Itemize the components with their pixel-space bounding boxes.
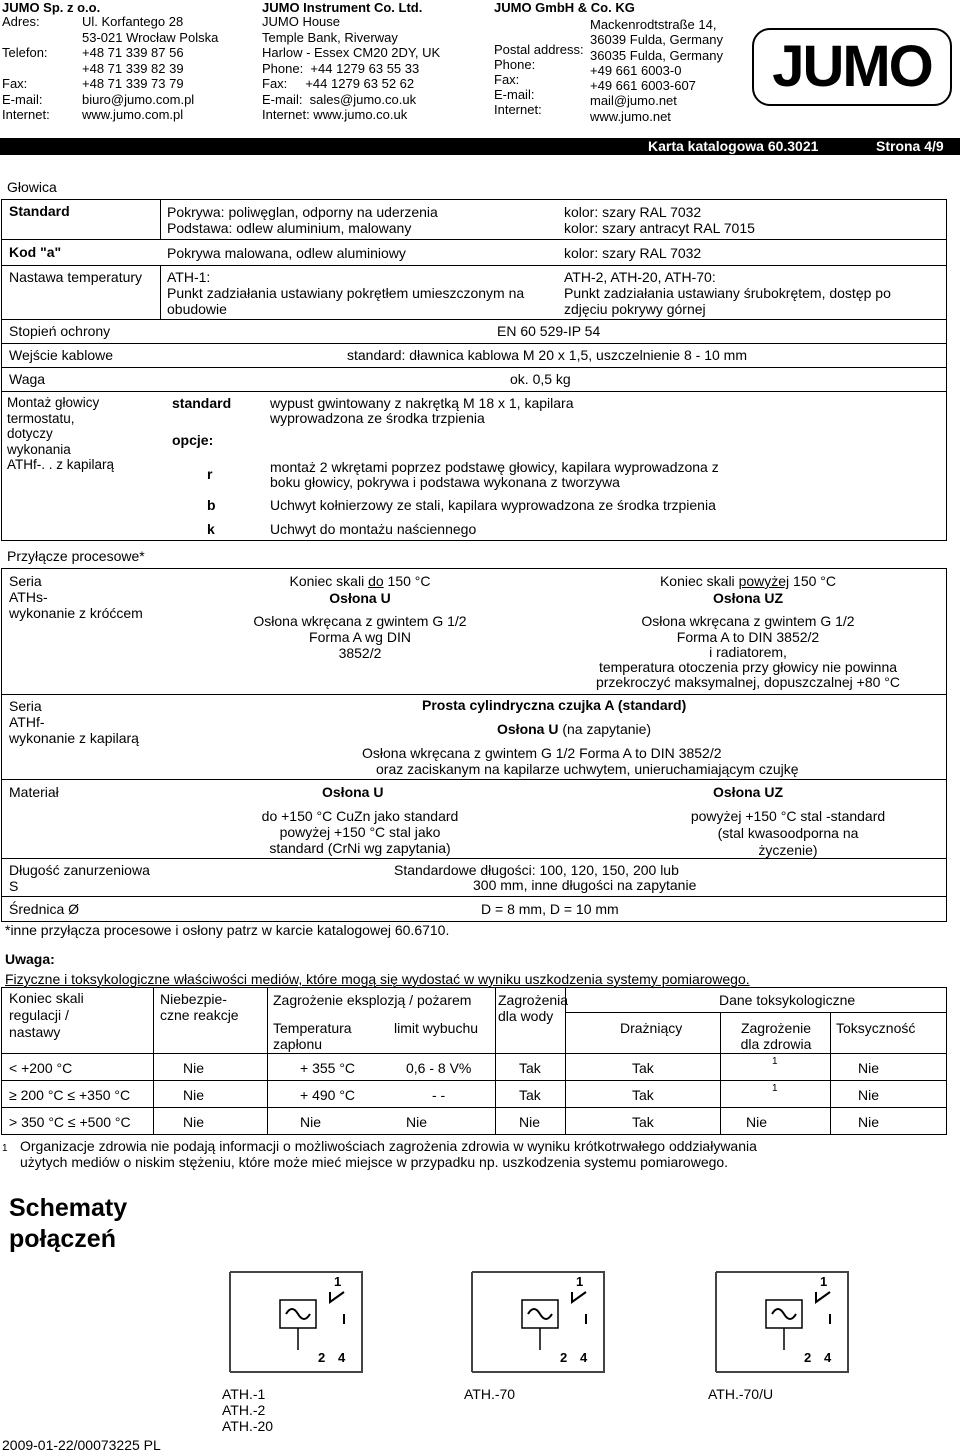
- f-line: oraz zaciskanym na kapilarze uchwytem, unieruchamiającym czujkę: [376, 761, 799, 777]
- cell: Nie: [519, 1114, 541, 1130]
- de-value: 36035 Fulda, Germany: [590, 47, 723, 63]
- schematy-title: połączeń: [9, 1225, 116, 1253]
- wiring-diagram-1: [222, 1262, 372, 1382]
- diagram-caption-1: ATH.-2: [222, 1402, 266, 1418]
- uk-line: E-mail: sales@jumo.co.uk: [262, 91, 417, 107]
- schematy-title: Schematy: [9, 1194, 128, 1222]
- bulb-glyph: [286, 1309, 310, 1319]
- cell: 0,6 - 8 V%: [406, 1060, 472, 1076]
- section-title-glowica: Głowica: [7, 179, 57, 195]
- th-reactions: czne reakcje: [160, 1007, 239, 1023]
- de-label: Postal address:: [494, 42, 584, 57]
- cell: Tak: [519, 1087, 541, 1103]
- terminal-number: 2: [804, 1350, 812, 1365]
- bulb-glyph: [772, 1309, 796, 1319]
- cell: Nie: [858, 1114, 880, 1130]
- terminal-number: 1: [576, 1274, 584, 1289]
- de-label: Phone:: [494, 57, 536, 72]
- jumo-logo-text: JUMO: [772, 34, 932, 99]
- col2-title-pre: Koniec skali: [659, 573, 739, 589]
- uk-line: Temple Bank, Riverway: [262, 29, 398, 45]
- dlugosc-label: S: [9, 878, 19, 894]
- cell: Nie: [183, 1087, 205, 1103]
- col1-title-pre: Koniec skali: [289, 573, 369, 589]
- th-explosion-limit: limit wybuchu: [394, 1020, 479, 1036]
- wiring-diagram-1-svg: [222, 1262, 372, 1382]
- material-u: Osłona U: [322, 784, 384, 800]
- stopien-value: EN 60 529-IP 54: [497, 323, 601, 339]
- th-toxicity: Toksyczność: [836, 1020, 916, 1036]
- option-r: r: [207, 466, 213, 482]
- cell-range: ≥ 200 °C ≤ +350 °C: [9, 1087, 131, 1103]
- montaz-standard-text: wyprowadzona ze środka trzpienia: [270, 410, 485, 426]
- pl-value: biuro@jumo.com.pl: [82, 91, 195, 107]
- montaz-label: [7, 395, 114, 473]
- cell-range: < +200 °C: [9, 1060, 73, 1076]
- section-title-przylacze: Przyłącze procesowe*: [7, 548, 145, 564]
- terminal-number: 4: [580, 1350, 588, 1365]
- dlugosc-value: Standardowe długości: 100, 120, 150, 200 lub: [394, 862, 679, 878]
- company-pl-labels: [2, 14, 50, 123]
- cell-footnote-ref: 1: [772, 1083, 778, 1094]
- cell: + 490 °C: [300, 1087, 356, 1103]
- cell-range: > 350 °C ≤ +500 °C: [9, 1114, 131, 1130]
- bulb-glyph: [528, 1309, 552, 1319]
- pl-value: www.jumo.com.pl: [82, 107, 184, 122]
- material-label: Materiał: [9, 784, 59, 800]
- montaz-opcje: opcje:: [172, 432, 214, 448]
- cell: + 355 °C: [300, 1060, 356, 1076]
- th-reactions: Niebezpie-: [160, 991, 227, 1007]
- col2-title-post: 150 °C: [789, 573, 837, 589]
- option-k: k: [207, 521, 215, 537]
- terminal-number: 1: [334, 1274, 342, 1289]
- cell: Nie: [746, 1114, 768, 1130]
- seria-f-label: Seria: [9, 698, 42, 714]
- de-value: +49 661 6003-0: [590, 62, 682, 78]
- cell: Tak: [632, 1087, 654, 1103]
- wejscie-label: Wejście kablowe: [9, 347, 114, 363]
- catalog-bar: [0, 138, 960, 155]
- wiring-diagram-3-svg: [708, 1262, 858, 1382]
- kod-label: Kod "a": [9, 244, 62, 260]
- wiring-diagram-2: [464, 1262, 614, 1382]
- th-health: dla zdrowia: [740, 1036, 812, 1052]
- standard-color: kolor: szary antracyt RAL 7015: [564, 220, 755, 236]
- pl-value: +48 71 339 73 79: [82, 76, 184, 91]
- terminal-number: 2: [560, 1350, 568, 1365]
- th-explosion: Zagrożenie eksplozją / pożarem: [273, 992, 472, 1008]
- cell: Nie: [858, 1087, 880, 1103]
- col2-title-underlined: powyżej: [738, 573, 790, 589]
- col2-line: i radiatorem,: [709, 644, 787, 660]
- montaz-label-line: dotyczy: [7, 426, 53, 441]
- diagram-caption-2: ATH.-70: [464, 1386, 516, 1402]
- cell: Nie: [858, 1060, 880, 1076]
- col1-line: Osłona wkręcana z gwintem G 1/2: [253, 613, 467, 629]
- th-toxicology: Dane toksykologiczne: [719, 992, 856, 1008]
- th-ignition: Temperatura: [273, 1020, 352, 1036]
- pl-label: Adres:: [2, 14, 40, 29]
- standard-line: Pokrywa: poliwęglan, odporny na uderzenia: [167, 204, 438, 220]
- cell: Tak: [632, 1060, 654, 1076]
- f-sub: [497, 721, 651, 737]
- uk-line: Internet: www.jumo.co.uk: [262, 107, 408, 122]
- uk-line: JUMO House: [262, 14, 341, 29]
- pl-value: +48 71 339 82 39: [82, 60, 184, 76]
- seria-f-label: wykonanie z kapilarą: [9, 730, 139, 746]
- seria-s-label: Seria: [9, 573, 42, 589]
- standard-line: Podstawa: odlew aluminium, malowany: [167, 220, 412, 236]
- pl-value: +48 71 339 87 56: [82, 45, 184, 60]
- de-value: mail@jumo.net: [590, 93, 677, 109]
- th-water: dla wody: [498, 1008, 554, 1024]
- dlugosc-value: 300 mm, inne długości na zapytanie: [473, 877, 697, 893]
- de-value: +49 661 6003-607: [590, 78, 696, 94]
- montaz-label-line: ATHf-. . z kapilarą: [7, 457, 115, 472]
- terminal-number: 4: [338, 1350, 346, 1365]
- col2-line: Osłona wkręcana z gwintem G 1/2: [641, 613, 855, 629]
- th-health: Zagrożenie: [740, 1020, 812, 1036]
- wiring-diagram-2-svg: [464, 1262, 614, 1382]
- seria-s-label: wykonanie z króćcem: [9, 605, 143, 621]
- uwaga-text: Fizyczne i toksykologiczne właściwości mediów, które mogą się wydostać w wyniku uszkodzenia systemy pomiarowego.: [5, 971, 750, 987]
- montaz-standard: standard: [172, 395, 232, 411]
- pl-label: Telefon:: [2, 45, 48, 60]
- standard-label: Standard: [9, 203, 70, 219]
- col1-line: 3852/2: [338, 645, 382, 661]
- th-range: nastawy: [9, 1024, 61, 1040]
- material-u-line: powyżej +150 °C stal jako: [279, 824, 441, 840]
- company-de-values: [590, 17, 723, 124]
- option-b-text: Uchwyt kołnierzowy ze stali, kapilara wyprowadzona ze środka trzpienia: [270, 497, 716, 513]
- catalog-number: Karta katalogowa 60.3021: [648, 138, 819, 154]
- de-value: www.jumo.net: [590, 108, 671, 124]
- wejscie-value: standard: dławnica kablowa M 20 x 1,5, uszczelnienie 8 - 10 mm: [347, 347, 747, 363]
- cell: Nie: [183, 1114, 205, 1130]
- f-line: Osłona wkręcana z gwintem G 1/2 Forma A to DIN 3852/2: [362, 745, 722, 761]
- col2-sub: Osłona UZ: [712, 590, 783, 606]
- de-value: Mackenrodtstraße 14,: [590, 17, 717, 32]
- footnote-number: 1: [2, 1143, 8, 1154]
- col1-title: [230, 573, 490, 589]
- montaz-label-line: Montaż głowicy: [7, 395, 100, 410]
- th-ignition: zapłonu: [273, 1036, 323, 1052]
- cell: Nie: [406, 1114, 428, 1130]
- material-uz: Osłona UZ: [713, 784, 784, 800]
- kod-text: Pokrywa malowana, odlew aluminiowy: [167, 245, 406, 261]
- company-de: JUMO GmbH & Co. KG: [494, 0, 635, 15]
- pl-label: Fax:: [2, 76, 28, 91]
- f-title: Prosta cylindryczna czujka A (standard): [422, 697, 687, 713]
- cell: Tak: [632, 1114, 654, 1130]
- switch-contact: [330, 1292, 344, 1324]
- diagram-caption-1: ATH.-20: [222, 1418, 274, 1434]
- cell: Nie: [183, 1060, 205, 1076]
- cell: - -: [432, 1087, 446, 1103]
- nastawa-b-line: ATH-2, ATH-20, ATH-70:: [564, 269, 716, 285]
- kod-color: kolor: szary RAL 7032: [564, 245, 702, 261]
- wiring-diagram-3: [708, 1262, 858, 1382]
- nastawa-a-line: ATH-1:: [167, 269, 211, 285]
- col1-line: Forma A wg DIN: [309, 629, 411, 645]
- de-label: Internet:: [494, 102, 542, 117]
- pl-label: Internet:: [2, 107, 50, 122]
- th-water: Zagrożenia: [498, 992, 569, 1008]
- uk-line: Fax: +44 1279 63 52 62: [262, 76, 415, 91]
- nastawa-b-line: Punkt zadziałania ustawiany śrubokrętem, dostęp po: [564, 285, 891, 301]
- cell: Tak: [519, 1060, 541, 1076]
- standard-color: kolor: szary RAL 7032: [564, 204, 702, 220]
- option-r-text: montaż 2 wkrętami poprzez podstawę głowicy, kapilara wyprowadzona z: [270, 459, 719, 475]
- pl-value: 53-021 Wrocław Polska: [82, 29, 219, 45]
- srednica-label: Średnica Ø: [9, 901, 80, 917]
- seria-s-label: ATHs-: [9, 589, 48, 605]
- f-sub-bold: Osłona U: [497, 721, 559, 737]
- th-range: Koniec skali: [9, 990, 84, 1006]
- material-uz-line: powyżej +150 °C stal -standard: [690, 808, 886, 824]
- terminal-number: 4: [824, 1350, 832, 1365]
- page-number: Strona 4/9: [876, 138, 944, 154]
- material-u-line: do +150 °C CuZn jako standard: [261, 808, 459, 824]
- terminal-number: 1: [820, 1274, 828, 1289]
- diagram-caption-3: ATH.-70/U: [708, 1386, 774, 1402]
- material-uz-line: życzenie): [758, 842, 818, 858]
- footnote-line: użytych mediów o niskim stężeniu, które może mieć miejsce w przypadku np. uszkodzenia systemu pomiarowego.: [20, 1154, 729, 1170]
- col1-title-underlined: do: [368, 573, 384, 589]
- cell-footnote-ref: 1: [772, 1056, 778, 1067]
- nastawa-label: Nastawa temperatury: [9, 269, 143, 285]
- montaz-standard-text: wypust gwintowany z nakrętką M 18 x 1, kapilara: [270, 395, 574, 411]
- switch-contact: [572, 1292, 586, 1324]
- company-uk: JUMO Instrument Co. Ltd.: [262, 0, 423, 15]
- pl-value: Ul. Korfantego 28: [82, 14, 184, 29]
- srednica-value: D = 8 mm, D = 10 mm: [481, 901, 619, 917]
- nastawa-b-line: zdjęciu pokrywy górnej: [564, 301, 706, 317]
- terminal-number: 2: [318, 1350, 326, 1365]
- col2-line: przekroczyć maksymalnej, dopuszczalnej +80 °C: [595, 674, 900, 690]
- de-label: E-mail:: [494, 87, 535, 102]
- footer-doc-id: 2009-01-22/00073225 PL: [2, 1437, 161, 1453]
- company-pl: JUMO Sp. z o.o.: [2, 0, 101, 15]
- pl-label: E-mail:: [2, 91, 43, 107]
- col1-title-post: 150 °C: [383, 573, 431, 589]
- stopien-label: Stopień ochrony: [9, 323, 111, 339]
- nastawa-a-line: obudowie: [167, 301, 227, 317]
- footnote-line: Organizacje zdrowia nie podają informacji o możliwościach zagrożenia zdrowia w wyniku krótkotrwałego oddziaływania: [20, 1138, 757, 1154]
- jumo-logo: [752, 28, 952, 106]
- montaz-label-line: termostatu,: [7, 410, 75, 426]
- th-range: regulacji /: [9, 1007, 69, 1023]
- de-value: 36039 Fulda, Germany: [590, 32, 723, 48]
- col2-line: temperatura otoczenia przy głowicy nie powinna: [598, 659, 898, 675]
- company-uk-lines: [262, 14, 440, 123]
- montaz-label-line: wykonania: [7, 441, 71, 457]
- switch-contact: [816, 1292, 830, 1324]
- material-uz-line: (stal kwasoodporna na: [717, 825, 859, 841]
- company-pl-values: [82, 14, 218, 123]
- col1-sub: Osłona U: [329, 590, 391, 606]
- seria-f-label: ATHf-: [9, 714, 45, 730]
- uk-line: Harlow - Essex CM20 2DY, UK: [262, 45, 441, 60]
- col2-title: [588, 573, 908, 589]
- option-b: b: [207, 497, 216, 513]
- waga-value: ok. 0,5 kg: [510, 371, 571, 387]
- uk-line: Phone: +44 1279 63 55 33: [262, 60, 420, 76]
- material-u-line: standard (CrNi wg zapytania): [269, 840, 451, 856]
- f-sub-rest: (na zapytanie): [558, 721, 652, 737]
- footnote-przylacze: *inne przyłącza procesowe i osłony patrz w karcie katalogowej 60.6710.: [5, 922, 450, 938]
- uwaga-title: Uwaga:: [5, 951, 55, 967]
- nastawa-a-line: Punkt zadziałania ustawiany pokrętłem umieszczonym na: [167, 285, 525, 301]
- th-irritant: Drażniący: [620, 1020, 683, 1036]
- col2-line: Forma A to DIN 3852/2: [676, 629, 820, 645]
- de-label: Fax:: [494, 72, 520, 87]
- cell: Nie: [300, 1114, 322, 1130]
- dlugosc-label: Długość zanurzeniowa: [9, 862, 150, 878]
- waga-label: Waga: [9, 371, 46, 387]
- diagram-caption-1: ATH.-1: [222, 1386, 266, 1402]
- option-k-text: Uchwyt do montażu naściennego: [270, 521, 477, 537]
- option-r-text: boku głowicy, pokrywa i podstawa wykonana z tworzywa: [270, 474, 620, 490]
